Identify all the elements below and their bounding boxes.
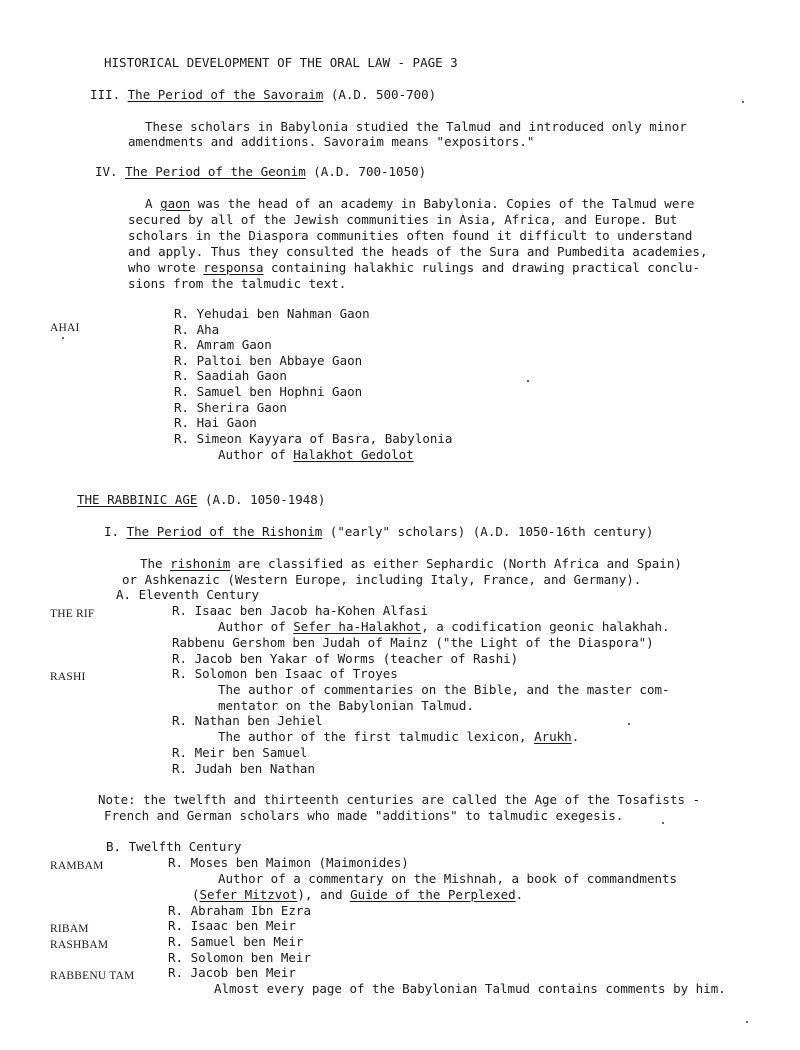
list-item: R. Yehudai ben Nahman Gaon	[174, 306, 370, 321]
list-item: R. Hai Gaon	[174, 415, 257, 430]
scan-speck	[746, 1021, 748, 1023]
list-item: R. Samuel ben Meir	[168, 934, 304, 949]
description-line: mentator on the Babylonian Talmud.	[218, 698, 474, 713]
section-dates: (A.D. 700-1050)	[313, 164, 427, 179]
list-item: R. Sherira Gaon	[174, 400, 287, 415]
geonim-text-line: sions from the talmudic text.	[128, 276, 347, 291]
section-rishonim-heading	[104, 524, 653, 540]
geonim-text-line: and apply. Thus they consulted the heads of the Sura and Pumbedita academies,	[128, 244, 708, 259]
geonim-text-line: secured by all of the Jewish communities in Asia, Africa, and Europe. But	[128, 212, 678, 227]
margin-label-rif: THE RIF	[50, 608, 95, 620]
list-item: R. Simeon Kayyara of Basra, Babylonia	[174, 431, 453, 446]
geonim-text-line: who wrote responsa containing halakhic rulings and drawing practical conclu-	[128, 260, 700, 275]
scan-speck	[742, 101, 744, 103]
margin-label-rashi: RASHI	[50, 671, 86, 683]
section-savoraim-heading	[90, 87, 436, 103]
list-item: R. Nathan ben Jehiel	[172, 713, 323, 728]
list-item: R. Saadiah Gaon	[174, 368, 287, 383]
margin-label-rashbam: RASHBAM	[50, 939, 109, 951]
savoraim-text-line: amendments and additions. Savoraim means "expositors."	[128, 134, 535, 149]
section-numeral: I.	[104, 524, 120, 539]
list-item: R. Solomon ben Meir	[168, 950, 311, 965]
description-line: The author of the first talmudic lexicon, Arukh.	[218, 729, 580, 744]
section-dates: (A.D. 1050-1948)	[204, 492, 326, 507]
note-line: Note: the twelfth and thirteenth centuries are called the Age of the Tosafists -	[98, 792, 701, 807]
section-rabbinic-age-heading	[77, 492, 325, 508]
scan-speck	[628, 723, 630, 725]
scan-speck	[662, 822, 664, 824]
section-title: The Period of the Savoraim	[127, 87, 324, 102]
term-responsa: responsa	[203, 260, 264, 275]
section-title: The Period of the Geonim	[125, 164, 306, 179]
list-item: R. Amram Gaon	[174, 337, 272, 352]
description-line: Author of a commentary on the Mishnah, a book of commandments	[218, 871, 678, 886]
note-line: French and German scholars who made "additions" to talmudic exegesis.	[104, 808, 624, 823]
section-title: THE RABBINIC AGE	[77, 492, 198, 507]
list-item: R. Judah ben Nathan	[172, 761, 315, 776]
description-line: The author of commentaries on the Bible, and the master com-	[218, 682, 670, 697]
list-item: R. Isaac ben Meir	[168, 918, 296, 933]
subsection-heading: B. Twelfth Century	[106, 839, 242, 854]
description-line: Almost every page of the Babylonian Talmud contains comments by him.	[214, 981, 726, 996]
page-header: HISTORICAL DEVELOPMENT OF THE ORAL LAW - PAGE 3	[104, 55, 458, 70]
margin-label-ribam: RIBAM	[50, 923, 89, 935]
list-item: R. Abraham Ibn Ezra	[168, 903, 311, 918]
scan-speck	[62, 337, 64, 339]
margin-label-rambam: RAMBAM	[50, 860, 104, 872]
subsection-heading: A. Eleventh Century	[116, 587, 259, 602]
margin-label-ahai: AHAI	[50, 322, 80, 334]
list-item: R. Jacob ben Meir	[168, 965, 296, 980]
term-rishonim: rishonim	[170, 556, 231, 571]
work-title: Guide of the Perplexed	[350, 887, 516, 902]
list-item: R. Solomon ben Isaac of Troyes	[172, 666, 398, 681]
list-item: R. Isaac ben Jacob ha-Kohen Alfasi	[172, 603, 428, 618]
geonim-text-line: scholars in the Diaspora communities often found it difficult to understand	[128, 228, 693, 243]
scan-speck	[527, 380, 529, 382]
list-item: R. Samuel ben Hophni Gaon	[174, 384, 363, 399]
list-item: R. Aha	[174, 322, 220, 337]
rishonim-intro-line: The rishonim are classified as either Sephardic (North Africa and Spain)	[140, 556, 682, 571]
work-title: Sefer Mitzvot	[199, 887, 298, 902]
margin-label-rabbenu-tam: RABBENU TAM	[50, 970, 135, 982]
description-line: (Sefer Mitzvot), and Guide of the Perplexed.	[192, 887, 524, 902]
term-gaon: gaon	[160, 196, 191, 211]
list-item: R. Paltoi ben Abbaye Gaon	[174, 353, 363, 368]
work-title: Halakhot Gedolot	[293, 447, 414, 462]
section-numeral: III.	[90, 87, 121, 102]
section-numeral: IV.	[95, 164, 118, 179]
section-title: The Period of the Rishonim	[126, 524, 323, 539]
savoraim-text-line: These scholars in Babylonia studied the Talmud and introduced only minor	[145, 119, 687, 134]
author-line: Author of Sefer ha-Halakhot, a codification geonic halakhah.	[218, 619, 670, 634]
list-item: R. Meir ben Samuel	[172, 745, 308, 760]
list-item: Rabbenu Gershom ben Judah of Mainz ("the Light of the Diaspora")	[172, 635, 654, 650]
section-subtitle: ("early" scholars) (A.D. 1050-16th century)	[329, 524, 654, 539]
section-dates: (A.D. 500-700)	[330, 87, 437, 102]
list-item: R. Jacob ben Yakar of Worms (teacher of Rashi)	[172, 651, 519, 666]
work-title: Arukh	[534, 729, 572, 744]
list-item: R. Moses ben Maimon (Maimonides)	[168, 855, 409, 870]
author-line: Author of Halakhot Gedolot	[218, 447, 414, 462]
rishonim-intro-line: or Ashkenazic (Western Europe, including Italy, France, and Germany).	[122, 572, 642, 587]
section-geonim-heading	[95, 164, 426, 180]
work-title: Sefer ha-Halakhot	[293, 619, 422, 634]
geonim-text-line: A gaon was the head of an academy in Babylonia. Copies of the Talmud were	[145, 196, 695, 211]
